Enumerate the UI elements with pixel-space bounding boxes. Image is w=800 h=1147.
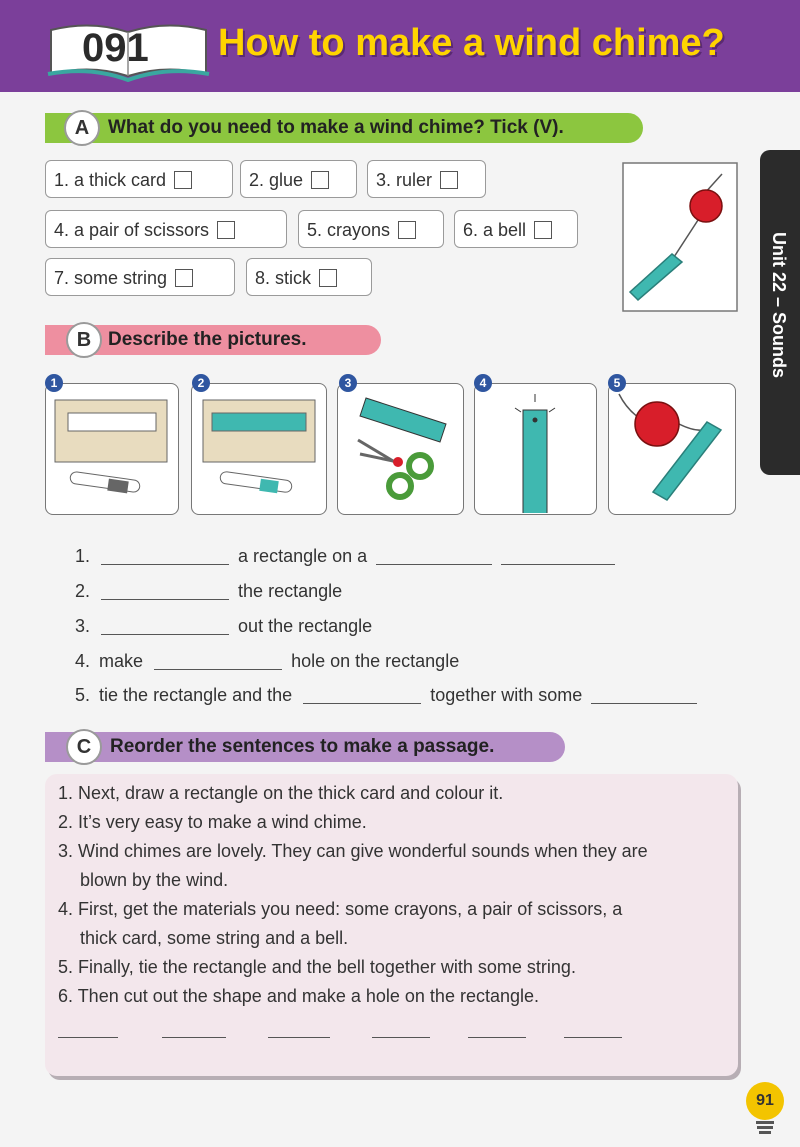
option-thick-card[interactable] [45,160,233,198]
sentence-2: 2. It’s very easy to make a wind chime. [58,812,367,832]
answer-blank[interactable] [501,564,615,565]
sentence-5: 5. Finally, tie the rectangle and the bell together with some string. [58,957,576,977]
wind-chime-image [622,162,738,312]
order-answer-blank[interactable] [372,1036,430,1038]
lesson-number: 091 [82,26,149,70]
answer-blank[interactable] [101,599,229,600]
picture-frame-2 [191,383,327,515]
option-glue[interactable] [240,160,357,198]
answer-blank[interactable] [101,564,229,565]
page-title: How to make a wind chime? [218,22,725,64]
sentence-4: 4. First, get the materials you need: some crayons, a pair of scissors, a [58,899,623,919]
order-answer-blank[interactable] [268,1036,330,1038]
picture-number-badge: 1 [45,374,63,392]
sentence-1: 1. Next, draw a rectangle on the thick card and colour it. [58,783,504,803]
picture-frame-3 [337,383,464,515]
describe-line-5 [75,685,697,706]
order-answer-blank[interactable] [162,1036,226,1038]
picture-frame-5 [608,383,736,515]
tick-checkbox[interactable] [175,269,193,287]
section-a-letter: A [64,110,100,146]
option-label: 7. some string [54,268,168,288]
tick-checkbox[interactable] [174,171,192,189]
order-answer-blank[interactable] [468,1036,526,1038]
option-label: 3. ruler [376,170,433,190]
line-text: out the rectangle [238,616,373,636]
line-text: a rectangle on a [238,546,368,566]
line-text: hole on the rectangle [291,651,460,671]
tick-checkbox[interactable] [398,221,416,239]
option-scissors[interactable] [45,210,287,248]
answer-blank[interactable] [376,564,492,565]
picture-frame-1 [45,383,179,515]
tick-checkbox[interactable] [534,221,552,239]
describe-line-4 [75,651,459,672]
unit-label: Unit 22 – Sounds [769,232,789,379]
page-number: 91 [746,1082,784,1120]
option-label: 4. a pair of scissors [54,220,210,240]
section-c-letter: C [66,729,102,765]
line-text: tie the rectangle and the [99,685,293,705]
picture-number-badge: 5 [608,374,626,392]
order-answer-blank[interactable] [564,1036,622,1038]
line-number: 5. [75,685,91,705]
picture-frame-4 [474,383,597,515]
option-ruler[interactable] [367,160,486,198]
answer-blank[interactable] [101,634,229,635]
tick-checkbox[interactable] [319,269,337,287]
section-c-title: Reorder the sentences to make a passage. [110,736,495,757]
option-bell[interactable] [454,210,578,248]
line-number: 4. [75,651,91,671]
tick-checkbox[interactable] [217,221,235,239]
answer-blank[interactable] [303,703,421,704]
card-with-rectangle-image [46,384,177,513]
option-label: 2. glue [249,170,304,190]
option-crayons[interactable] [298,210,444,248]
line-number: 3. [75,616,91,636]
scissors-cutting-image [338,384,462,513]
sentence-3-cont: blown by the wind. [80,870,229,890]
finished-wind-chime-image [609,384,734,513]
coloured-rectangle-image [192,384,325,513]
option-stick[interactable] [246,258,372,296]
tick-checkbox[interactable] [311,171,329,189]
picture-number-badge: 4 [474,374,492,392]
option-string[interactable] [45,258,235,296]
line-text: make [99,651,144,671]
describe-line-2 [75,581,342,602]
option-label: 1. a thick card [54,170,167,190]
section-b-letter: B [66,322,102,358]
line-number: 1. [75,546,91,566]
describe-line-3 [75,616,372,637]
section-b-title: Describe the pictures. [108,329,307,350]
tick-checkbox[interactable] [440,171,458,189]
line-text: the rectangle [238,581,343,601]
picture-number-badge: 3 [339,374,357,392]
answer-blank[interactable] [154,669,282,670]
picture-number-badge: 2 [192,374,210,392]
section-a-title: What do you need to make a wind chime? Tick (V). [108,117,564,138]
option-label: 6. a bell [463,220,527,240]
answer-blank[interactable] [591,703,697,704]
option-label: 5. crayons [307,220,391,240]
sentence-4-cont: thick card, some string and a bell. [80,928,349,948]
line-text: together with some [430,685,583,705]
option-label: 8. stick [255,268,312,288]
hole-punched-strip-image [475,384,595,513]
lightbulb-base-icon [754,1120,776,1140]
describe-line-1 [75,546,615,567]
line-number: 2. [75,581,91,601]
sentence-6: 6. Then cut out the shape and make a hole on the rectangle. [58,986,540,1006]
order-answer-blank[interactable] [58,1036,118,1038]
sentence-3: 3. Wind chimes are lovely. They can give wonderful sounds when they are [58,841,648,861]
